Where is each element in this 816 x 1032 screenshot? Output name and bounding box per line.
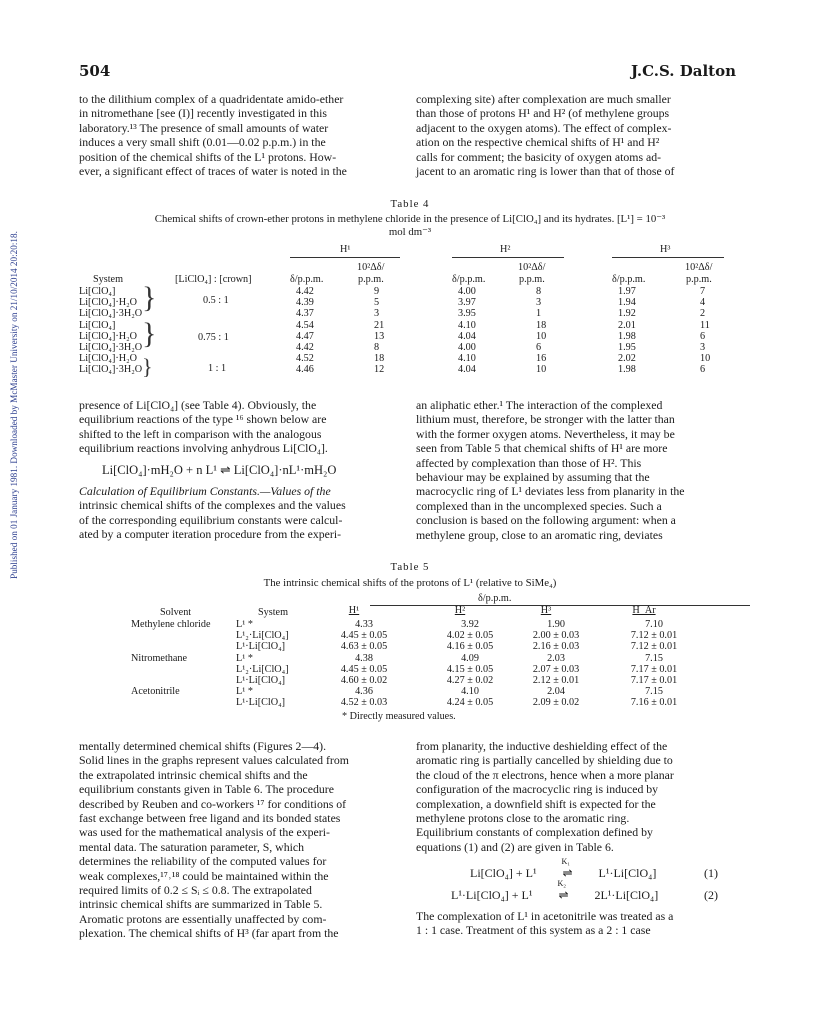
top-left-column	[79, 92, 399, 178]
table4-cell-h2-ddelta: 16	[536, 353, 547, 365]
eq1-arrow: K₁ ⇌	[561, 857, 573, 880]
table4-col-ratio: [LiClO₄] : [crown]	[175, 274, 252, 285]
table4-brace-h3	[612, 257, 724, 258]
table5-cell-value: 4.16 ± 0.05	[446, 641, 494, 653]
text-line: behaviour may be explained by assuming that the	[416, 470, 650, 485]
table4-delta-h2: δ/p.p.m.	[452, 274, 486, 285]
table4-cell-h3-ddelta: 4	[700, 297, 706, 309]
text-line: equilibrium reactions of the type ¹⁶ shown below are	[79, 412, 327, 427]
table4-ratio: 0.75 : 1	[198, 332, 229, 343]
table5-cell-value: 3.92	[461, 619, 479, 630]
text-line: equations (1) and (2) are given in Table 6.	[416, 839, 614, 854]
table4-ratio: 0.5 : 1	[203, 295, 229, 306]
text-line: methylene group, close to an aromatic ring, deviates	[416, 527, 663, 542]
text-line: aromatic ring is partially cancelled by shielding due to	[416, 753, 673, 768]
table4-cell-h2: 4.10	[458, 319, 476, 331]
table4-cell-h3: 1.92	[618, 308, 636, 320]
table5-cell-value: 7.10	[645, 619, 663, 630]
text-line: the cloud of the π electrons, hence when a more planar	[416, 767, 674, 782]
text-line: intrinsic chemical shifts are summarized in Table 5.	[79, 897, 323, 912]
table5-cell-value: 7.15	[645, 686, 663, 698]
table4-cell-h2-ddelta: 6	[536, 342, 542, 353]
table4-cell-system: Li[ClO₄]	[79, 319, 116, 331]
text-line: Equilibrium constants of complexation defined by	[416, 825, 653, 840]
table5-cell-system: L¹·Li[ClO₄]	[236, 641, 286, 653]
table4-cell-h1: 4.52	[296, 353, 314, 365]
text-line: position of the chemical shifts of the L¹ protons. How-	[79, 149, 337, 164]
table5-cell-value: 4.63 ± 0.05	[340, 641, 388, 653]
table4-cell-h2-ddelta: 10	[536, 330, 547, 342]
mid-left-column	[79, 398, 399, 456]
equation-1-number: (1)	[704, 866, 718, 880]
text-line: shifted to the left in comparison with the analogous	[79, 426, 322, 441]
table4-cell-h1-ddelta: 18	[374, 353, 385, 365]
table4-brace: }	[142, 354, 153, 379]
table5-cell-system: L¹₂·Li[ClO₄]	[236, 630, 289, 642]
table4-cell-h2-ddelta: 1	[536, 308, 542, 320]
table4-cell-h2: 3.97	[458, 297, 476, 309]
table4-cell-h1-ddelta: 12	[374, 364, 385, 376]
table5-caption: The intrinsic chemical shifts of the protons of L¹ (relative to SiMe₄)	[263, 577, 557, 589]
table4-delta-h3: δ/p.p.m.	[612, 274, 646, 285]
table4-cell-h2: 3.95	[458, 308, 476, 320]
table4-ddelta-h3-a: 10²Δδ/	[685, 262, 713, 273]
text-line: laboratory.¹³ The presence of small amounts of water	[79, 120, 329, 135]
table5-cell-value: 7.17 ± 0.01	[630, 663, 678, 675]
text-line: configuration of the macrocyclic ring is induced by	[416, 782, 659, 797]
text-line: mentally determined chemical shifts (Figures 2—4).	[79, 739, 327, 753]
table4-cell-h3: 1.98	[618, 330, 636, 342]
table5-cell-value: 2.07 ± 0.03	[532, 663, 580, 675]
mid-left-column-2	[79, 484, 399, 542]
text-line: than those of protons H¹ and H² (of methylene groups	[416, 106, 670, 121]
table4-brace-h1	[290, 257, 400, 258]
table4-cell-h1: 4.37	[296, 308, 314, 320]
text-line: fast exchange between free ligand and its bonded states	[79, 811, 341, 826]
table5-cell-value: 4.15 ± 0.05	[446, 663, 494, 675]
table5-col-h3: H³	[540, 605, 552, 616]
text-line: 1 : 1 case. Treatment of this system as a 2 : 1 case	[416, 923, 651, 938]
table5-cell-value: 7.16 ± 0.01	[630, 697, 678, 709]
table4-ddelta-h1-b: p.p.m.	[358, 274, 384, 285]
table5-cell-system: L¹₂·Li[ClO₄]	[236, 663, 289, 675]
text-line: The complexation of L¹ in acetonitrile was treated as a	[416, 909, 674, 923]
table5-col-h2: H²	[454, 605, 466, 616]
table5-cell-value: 2.16 ± 0.03	[532, 641, 580, 653]
text-line: Calculation of Equilibrium Constants.—Values of the	[79, 484, 331, 498]
text-line: an aliphatic ether.¹ The interaction of the complexed	[416, 398, 663, 412]
text-line: weak complexes,¹⁷˒¹⁸ could be maintained within the	[79, 868, 329, 883]
table4-cell-h3: 1.97	[618, 286, 636, 297]
eq1-rhs: L¹·Li[ClO₄]	[598, 866, 657, 880]
table5-cell-value: 4.45 ± 0.05	[340, 630, 388, 642]
eq2-k: K₂	[557, 879, 567, 888]
table4-cell-system: Li[ClO₄]·H₂O	[79, 353, 138, 365]
text-line: complexation, a downfield shift is expected for the	[416, 796, 656, 811]
table4-group-h1: H¹	[340, 244, 351, 255]
equation-2	[451, 879, 659, 903]
eq2-lhs: L¹·Li[ClO₄] + L¹	[451, 888, 533, 902]
text-line: conclusion is based on the following argument: when a	[416, 513, 676, 528]
table4-cell-h3-ddelta: 10	[700, 353, 711, 365]
top-right-column	[416, 92, 736, 178]
text-line: presence of Li[ClO₄] (see Table 4). Obviously, the	[79, 398, 317, 412]
table5-cell-system: L¹ *	[236, 652, 253, 664]
text-line: lithium must, therefore, be stronger with the latter than	[416, 412, 675, 427]
text-line: calls for comment; the basicity of oxygen atoms ad-	[416, 149, 662, 164]
table4-ddelta-h1-a: 10²Δδ/	[357, 262, 385, 273]
table4-caption-line2: mol dm⁻³	[388, 225, 432, 238]
text-line: required limits of 0.2 ≤ Sᵢ ≤ 0.8. The extrapolated	[79, 883, 312, 898]
table4-cell-h1: 4.54	[296, 319, 314, 331]
table5-cell-value: 4.27 ± 0.02	[446, 675, 494, 686]
text-line: to the dilithium complex of a quadridentate amido-ether	[79, 92, 344, 106]
table5-cell-value: 4.24 ± 0.05	[446, 697, 494, 709]
table4-cell-system: Li[ClO₄]·3H₂O	[79, 342, 143, 353]
table4-ddelta-h3-b: p.p.m.	[686, 274, 712, 285]
table4-cell-system: Li[ClO₄]·H₂O	[79, 330, 138, 342]
table4-cell-h3: 1.98	[618, 364, 636, 376]
table5-col-system: System	[258, 607, 289, 618]
text-line: Solid lines in the graphs represent values calculated from	[79, 753, 349, 768]
download-notice-text: Published on 01 January 1981. Downloaded by McMaster University on 21/10/2014 20:20:18.	[9, 231, 19, 579]
text-line: macrocyclic ring of L¹ deviates less from planarity in the	[416, 484, 685, 499]
table5-cell-value: 4.38	[355, 652, 373, 664]
mid-right-column	[416, 398, 736, 542]
table5-cell-value: 4.45 ± 0.05	[340, 663, 388, 675]
table5-cell-value: 2.03	[547, 652, 565, 664]
equilibrium-equation: Li[ClO₄]·mH₂O + n L¹ ⇌ Li[ClO₄]·nL¹·mH₂O	[102, 463, 337, 477]
table4-cell-h1-ddelta: 5	[374, 297, 380, 309]
table4-col-system: System	[93, 274, 124, 285]
text-line: with the former oxygen atoms. Nevertheless, it may be	[416, 426, 675, 441]
text-line: ated by a computer iteration procedure from the experi-	[79, 527, 342, 542]
table4-cell-h1: 4.42	[296, 286, 314, 297]
text-line: described by Reuben and co-workers ¹⁷ for conditions of	[79, 796, 347, 811]
table5-cell-value: 4.33	[355, 619, 373, 630]
table4-caption	[60, 213, 760, 238]
table4-cell-h3: 1.95	[618, 342, 636, 353]
table4-cell-h3-ddelta: 3	[700, 342, 706, 353]
table5-cell-solvent: Nitromethane	[131, 652, 188, 664]
text-line: jacent to an aromatic ring is lower than that of those of	[416, 164, 675, 179]
table4-caption-line1: Chemical shifts of crown-ether protons in methylene chloride in the presence of Li[ClO₄] and its hydrates. [L¹] = 10⁻³	[154, 213, 666, 225]
table4-cell-h3: 2.02	[618, 353, 636, 365]
table4-ddelta-h2-a: 10²Δδ/	[518, 262, 546, 273]
table4-cell-h3: 1.94	[618, 297, 636, 309]
table4-cell-h1-ddelta: 21	[374, 319, 385, 331]
text-line: complexed than in the uncomplexed species. Such a	[416, 498, 662, 513]
text-line: in nitromethane [see (I)] recently investigated in this	[79, 106, 327, 121]
table4-cell-h3-ddelta: 6	[700, 364, 706, 376]
text-line: determines the reliability of the computed values for	[79, 854, 327, 869]
table4-cell-h2: 4.00	[458, 286, 476, 297]
table5-cell-value: 4.10	[461, 686, 479, 698]
table4-cell-h2: 4.10	[458, 353, 476, 365]
table4-cell-h1: 4.39	[296, 297, 314, 309]
table4-label: Table 4	[390, 198, 430, 210]
text-line: Aromatic protons are essentially unaffected by com-	[79, 911, 327, 926]
table5-col-h1: H¹	[348, 605, 360, 616]
table4-cell-system: Li[ClO₄]·H₂O	[79, 297, 138, 309]
table4-brace-h2	[452, 257, 564, 258]
table5-cell-value: 7.15	[645, 652, 663, 664]
eq2-arrow: K₂ ⇌	[557, 879, 569, 902]
table5-label: Table 5	[390, 561, 430, 573]
table4-cell-system: Li[ClO₄]·3H₂O	[79, 308, 143, 320]
text-line: equilibrium reactions involving anhydrous Li[ClO₄].	[79, 441, 328, 456]
text-line: methylene protons close to the aromatic ring.	[416, 811, 630, 826]
table5-cell-value: 4.02 ± 0.05	[446, 630, 494, 642]
table4-delta-h1: δ/p.p.m.	[290, 274, 324, 285]
table4-brace: }	[142, 317, 157, 350]
table4-cell-h1-ddelta: 13	[374, 330, 385, 342]
table5-cell-value: 2.00 ± 0.03	[532, 630, 580, 642]
table5-cell-value: 7.17 ± 0.01	[630, 675, 678, 686]
table4-cell-h1-ddelta: 3	[374, 308, 380, 320]
table5-cell-value: 4.60 ± 0.02	[340, 675, 388, 686]
table5-col-solvent: Solvent	[160, 607, 192, 618]
text-line: seen from Table 5 that chemical shifts of H¹ are more	[416, 441, 668, 456]
table4-brace: }	[142, 281, 157, 314]
eq1-lhs: Li[ClO₄] + L¹	[470, 866, 537, 880]
table5-cell-solvent: Methylene chloride	[131, 619, 211, 630]
eq2-rhs: 2L¹·Li[ClO₄]	[594, 888, 659, 902]
text-line: equilibrium constants given in Table 6. The procedure	[79, 782, 334, 797]
table4-ratio: 1 : 1	[208, 363, 227, 374]
table4-cell-h3-ddelta: 6	[700, 330, 706, 342]
text-line: complexing site) after complexation are much smaller	[416, 92, 671, 106]
text-line: the extrapolated intrinsic chemical shifts and the	[79, 767, 308, 782]
table4-cell-h3-ddelta: 2	[700, 308, 706, 320]
table4-cell-h2: 4.00	[458, 342, 476, 353]
text-line: adjacent to the oxygen atoms). The effect of complex-	[416, 120, 672, 135]
table4-cell-h2: 4.04	[458, 364, 476, 376]
table4-cell-h1: 4.47	[296, 330, 314, 342]
text-line: of the corresponding equilibrium constants were calcul-	[79, 512, 343, 527]
bottom-right-column	[416, 739, 736, 854]
table5-cell-system: L¹·Li[ClO₄]	[236, 675, 286, 686]
text-line: ever, a significant effect of traces of water is noted in the	[79, 164, 347, 179]
text-line: from planarity, the inductive deshielding effect of the	[416, 739, 668, 753]
table4-ddelta-h2-b: p.p.m.	[519, 274, 545, 285]
table5-cell-value: 4.09	[461, 652, 479, 664]
table5-cell-value: 4.52 ± 0.03	[340, 697, 388, 709]
bottom-left-column	[79, 739, 399, 941]
table5-cell-value: 2.04	[547, 686, 565, 698]
text-line: induces a very small shift (0.01—0.02 p.p.m.) in the	[79, 135, 326, 150]
table4-cell-h2-ddelta: 10	[536, 364, 547, 376]
table5-cell-solvent: Acetonitrile	[131, 686, 180, 698]
table4-cell-system: Li[ClO₄]·3H₂O	[79, 364, 143, 376]
table4-cell-h1-ddelta: 9	[374, 286, 380, 297]
table5-cell-system: L¹ *	[236, 686, 253, 698]
table5-cell-value: 2.12 ± 0.01	[532, 675, 580, 686]
table4-group-h2: H²	[500, 244, 511, 255]
bottom-right-column-2	[416, 909, 736, 938]
eq1-k: K₁	[561, 857, 571, 866]
table4-cell-h2-ddelta: 18	[536, 319, 547, 331]
text-line: intrinsic chemical shifts of the complexes and the values	[79, 498, 346, 513]
table5-cell-value: 7.12 ± 0.01	[630, 641, 678, 653]
table5-cell-value: 4.36	[355, 686, 373, 698]
download-notice-sidebar	[6, 190, 22, 620]
table4-cell-h1-ddelta: 8	[374, 342, 380, 353]
table5-col-har: H_Ar	[632, 605, 656, 616]
table5-footnote: * Directly measured values.	[342, 711, 456, 722]
table4-cell-h3: 2.01	[618, 319, 636, 331]
journal-title: J.C.S. Dalton	[630, 62, 736, 80]
text-line: affected by complexation than those of H². This	[416, 455, 642, 470]
table4-cell-h1: 4.42	[296, 342, 314, 353]
text-line: plexation. The chemical shifts of H³ (far apart from the	[79, 926, 339, 941]
table5-cell-value: 2.09 ± 0.02	[532, 697, 580, 709]
equation-2-number: (2)	[704, 888, 718, 902]
table4-cell-h3-ddelta: 11	[700, 319, 710, 331]
table4-cell-h3-ddelta: 7	[700, 286, 706, 297]
table4-cell-h2-ddelta: 8	[536, 286, 542, 297]
table4-group-h3: H³	[660, 244, 671, 255]
table5-cell-system: L¹·Li[ClO₄]	[236, 697, 286, 709]
table4-cell-system: Li[ClO₄]	[79, 286, 116, 297]
text-line: was used for the mathematical analysis of the experi-	[79, 825, 330, 840]
text-line: mental data. The saturation parameter, S, which	[79, 839, 305, 854]
table5-cell-value: 1.90	[547, 619, 565, 630]
table5-unit: δ/p.p.m.	[478, 593, 512, 604]
table4-cell-h1: 4.46	[296, 364, 314, 376]
text-line: ation on the respective chemical shifts of H¹ and H²	[416, 135, 660, 150]
page-number: 504	[79, 62, 111, 80]
table4-cell-h2: 4.04	[458, 330, 476, 342]
table5-cell-system: L¹ *	[236, 619, 253, 630]
table5-cell-value: 7.12 ± 0.01	[630, 630, 678, 642]
table4-cell-h2-ddelta: 3	[536, 297, 542, 309]
